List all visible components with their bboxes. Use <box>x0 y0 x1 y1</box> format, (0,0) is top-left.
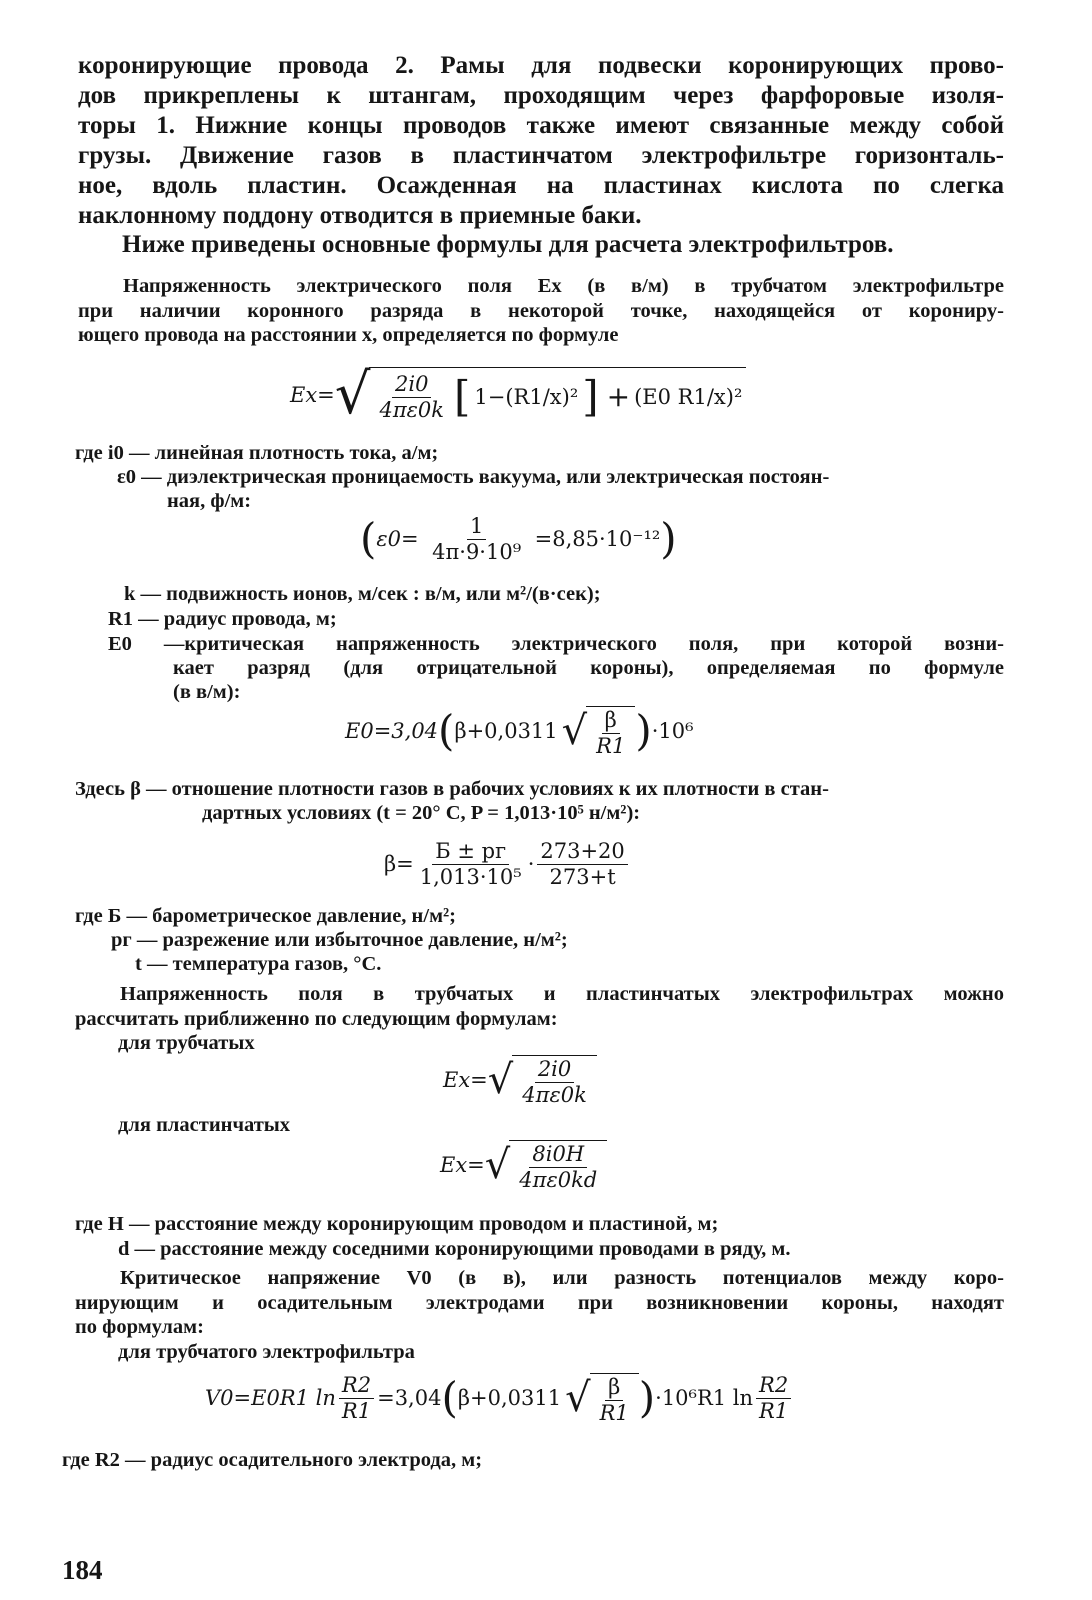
definition-d: d — расстояние между соседними коронирующими проводами в ряду, м. <box>118 1238 791 1260</box>
equation-eps0: ( ε0= $\frac{1}{\text{4π·9·10⁹}}$ =8,85·10⁻¹² ) <box>360 513 677 564</box>
label-plate: для пластинчатых <box>118 1114 291 1136</box>
fraction: R2 R1 <box>756 1375 791 1422</box>
text-line: при наличии коронного разряда в некоторой точке, находящейся от корониру- <box>78 299 1004 322</box>
text-line: ющего провода на расстоянии x, определяется по формуле <box>78 324 619 346</box>
radical: √ β R1 <box>565 1373 639 1424</box>
intro-paragraph <box>78 51 1004 231</box>
fraction: 2i0 4πε0k <box>522 1056 587 1107</box>
equation-E0: E0=3,04 ( β+0,0311 √ β R1 ) ·10⁶ <box>345 706 694 758</box>
fraction: 2i0 4πε0k <box>379 371 444 422</box>
definition-E0: E0 —критическая напряженность электрического поля, при которой возни- кает разряд (для отрицательной короны), определяемая по формуле (в в/м): <box>108 633 1004 703</box>
fraction: $\frac{1}{\text{4π·9·10⁹}}$ <box>432 513 522 564</box>
definition-R1: R1 — радиус провода, м; <box>108 608 337 630</box>
definition-H: где H — расстояние между коронирующим проводом и пластиной, м; <box>75 1213 719 1235</box>
radical: √ 2i0 4πε0k <box>488 1055 597 1106</box>
text-line: Напряженность электрического поля Ex (в в/м) в трубчатом электрофильтре <box>123 275 1004 297</box>
bracket-term: 1−(R1/x)² <box>474 384 579 409</box>
definition-pg: pг — разрежение или избыточное давление, н/м²; <box>111 929 568 951</box>
label-tubular: для трубчатых <box>118 1032 255 1054</box>
fraction: β R1 <box>596 707 626 758</box>
definition-k: k — подвижность ионов, м/сек : в/м, или м²/(в·сек); <box>124 583 601 605</box>
definition-t: t — температура газов, °С. <box>135 953 382 975</box>
approx-paragraph: Напряженность поля в трубчатых и пластинчатых электрофильтрах можно рассчитать приближенно по следующим формулам: <box>75 983 1004 1030</box>
text-line: наклонному поддону отводится в приемные баки. <box>78 202 642 229</box>
text-line: ное, вдоль пластин. Осажденная на пластинах кислота по слегка <box>78 172 1004 199</box>
equation-field-strength <box>290 360 746 430</box>
definition-i0: где i0 — линейная плотность тока, а/м; <box>75 442 439 464</box>
radical: √ β R1 <box>562 706 636 757</box>
text-line: дов прикреплены к штангам, проходящим через фарфоровые изоля- <box>78 82 1004 109</box>
text-line: торы 1. Нижние концы проводов также имеют связанные между собой <box>78 112 1004 139</box>
definition-R2: где R2 — радиус осадительного электрода, м; <box>62 1449 483 1471</box>
equation-beta: β= Б ± pг 1,013·10⁵ · 273+20 273+t <box>384 836 631 892</box>
equation-critical-voltage-main: V0=E0R1 ln $\frac{R2}{R1}$ =3,04 ( β+0,0311 √ β R1 ) ·10⁶R1 ln R2 R1 <box>205 1367 794 1429</box>
label-tubular-filter: для трубчатого электрофильтра <box>118 1341 415 1363</box>
eq-lhs: Ex= <box>290 382 335 407</box>
voltage-paragraph: Критическое напряжение V0 (в в), или разность потенциалов между коро- нирующим и осадительным электродами при возникновении короны, находят по формулам: <box>75 1267 1004 1338</box>
field-strength-paragraph <box>78 274 1004 348</box>
fraction: 8i0H 4πε0kd <box>519 1141 598 1192</box>
equation-tubular: Ex= √ 2i0 4πε0k <box>443 1050 597 1110</box>
text-line: грузы. Движение газов в пластинчатом электрофильтре горизонталь- <box>78 142 1004 169</box>
radical: √ 8i0H 4πε0kd <box>485 1140 607 1191</box>
equation-plate: Ex= √ 8i0H 4πε0kd <box>440 1135 607 1195</box>
fraction: β R1 <box>599 1374 629 1425</box>
formulas-heading: Ниже приведены основные формулы для расчета электрофильтров. <box>122 231 894 258</box>
fraction: $\frac{R2}{R1}$ <box>339 1375 374 1422</box>
fraction: 273+20 273+t <box>537 841 627 888</box>
page-number: 184 <box>62 1555 103 1585</box>
radical: √ 2i0 4πε0k [ 1−(R1/x)² ] + (E0 R1/x)² <box>335 367 747 423</box>
text-line: коронирующие провода 2. Рамы для подвески коронирующих прово- <box>78 52 1004 79</box>
second-term: (E0 R1/x)² <box>634 384 743 409</box>
definition-eps0: ε0 — диэлектрическая проницаемость вакуума, или электрическая постоян- ная, ф/м: <box>117 466 830 512</box>
fraction: Б ± pг 1,013·10⁵ <box>419 838 522 889</box>
beta-definition: Здесь β — отношение плотности газов в рабочих условиях к их плотности в стан- дартных условиях (t = 20° С, P = 1,013·10⁵ н/м²): <box>75 778 829 824</box>
definition-B: где Б — барометрическое давление, н/м²; <box>75 905 457 927</box>
